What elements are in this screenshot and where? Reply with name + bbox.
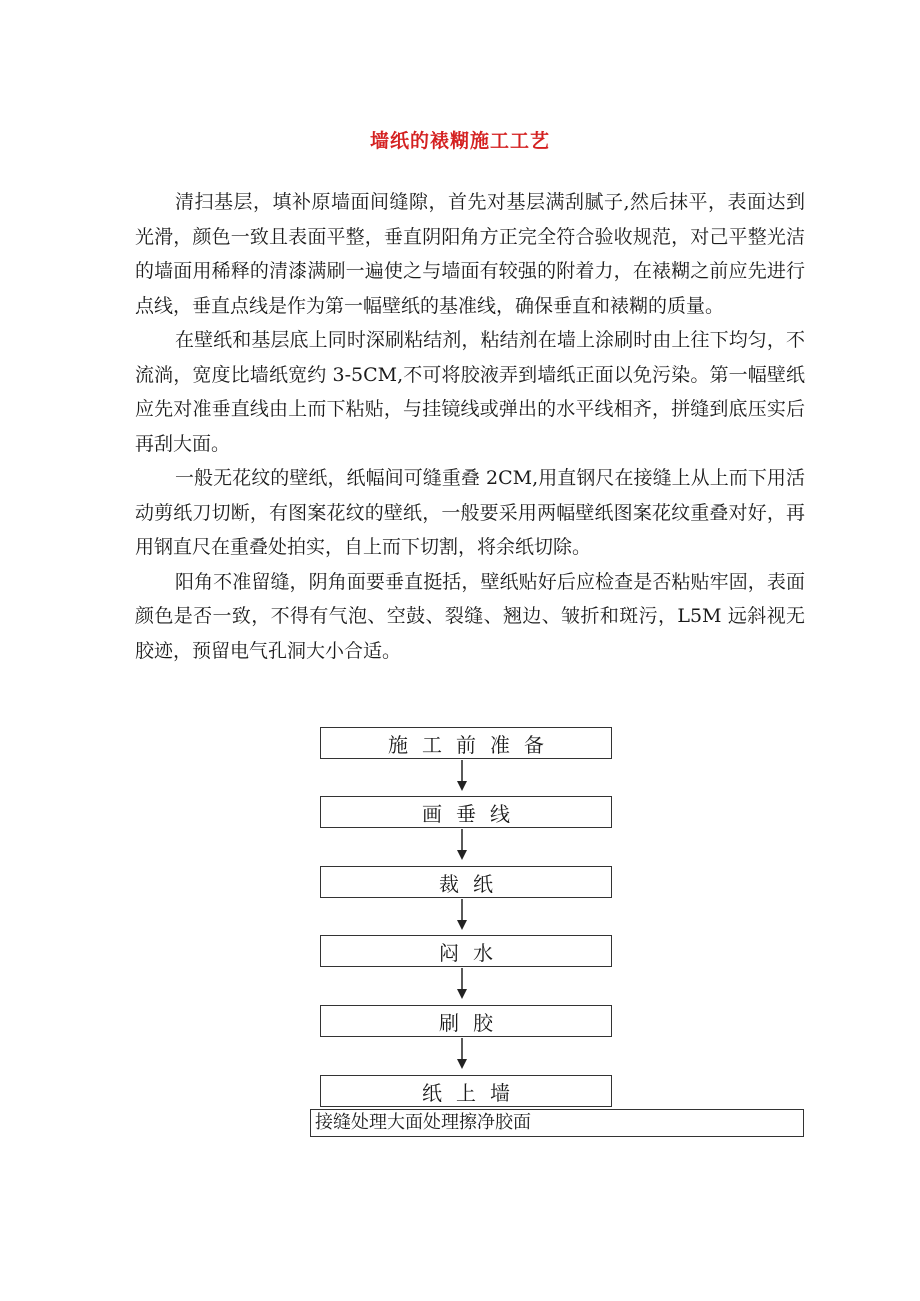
flow-note: 接缝处理大面处理擦净胶面 [310, 1109, 804, 1137]
arrow-down-icon [456, 968, 468, 1000]
flow-step-hang-paper: 纸上墙 [320, 1075, 612, 1107]
flow-step-prepare: 施工前准备 [320, 727, 612, 759]
paragraph-4: 阳角不准留缝，阴角面要垂直挺括，壁纸贴好后应检查是否粘贴牢固，表面颜色是否一致，不得有气泡、空鼓、裂缝、翘边、皱折和斑污，L5M 远斜视无胶迹，预留电气孔洞大小合适。 [135, 570, 805, 662]
arrow-down-icon [456, 1038, 468, 1070]
arrow-down-icon [456, 829, 468, 861]
paragraph-3: 一般无花纹的壁纸，纸幅间可缝重叠 2CM,用直钢尺在接缝上从上而下用活动剪纸刀切断，有图案花纹的壁纸，一般要采用两幅壁纸图案花纹重叠对好，再用钢直尺在重叠处拍实，自上而下切割，将余纸切除。 [135, 467, 805, 558]
document-title: 墙纸的裱糊施工工艺 [369, 130, 550, 152]
flow-step-glue: 刷胶 [320, 1005, 612, 1037]
arrow-down-icon [456, 899, 468, 931]
flow-step-cut-paper: 裁纸 [320, 866, 612, 898]
paragraph-2: 在壁纸和基层底上同时深刷粘结剂，粘结剂在墙上涂刷时由上往下均匀，不流淌，宽度比墙纸宽约 3-5CM,不可将胶液弄到墙纸正面以免污染。第一幅壁纸应先对准垂直线由上而下粘贴，与挂镜线或弹出的水平线相齐，拼缝到底压实后再刮大面。 [135, 329, 805, 455]
paragraph-1: 清扫基层，填补原墙面间缝隙，首先对基层满刮腻子,然后抹平，表面达到光滑，颜色一致且表面平整，垂直阴阳角方正完全符合验收规范，对己平整光洁的墙面用稀释的清漆满刷一遍使之与墙面有较强的附着力，在裱糊之前应先进行点线，垂直点线是作为第一幅壁纸的基准线，确保垂直和裱糊的质量。 [135, 191, 805, 317]
flow-step-plumb-line: 画垂线 [320, 796, 612, 828]
arrow-down-icon [456, 760, 468, 792]
flow-step-soak: 闷水 [320, 935, 612, 967]
